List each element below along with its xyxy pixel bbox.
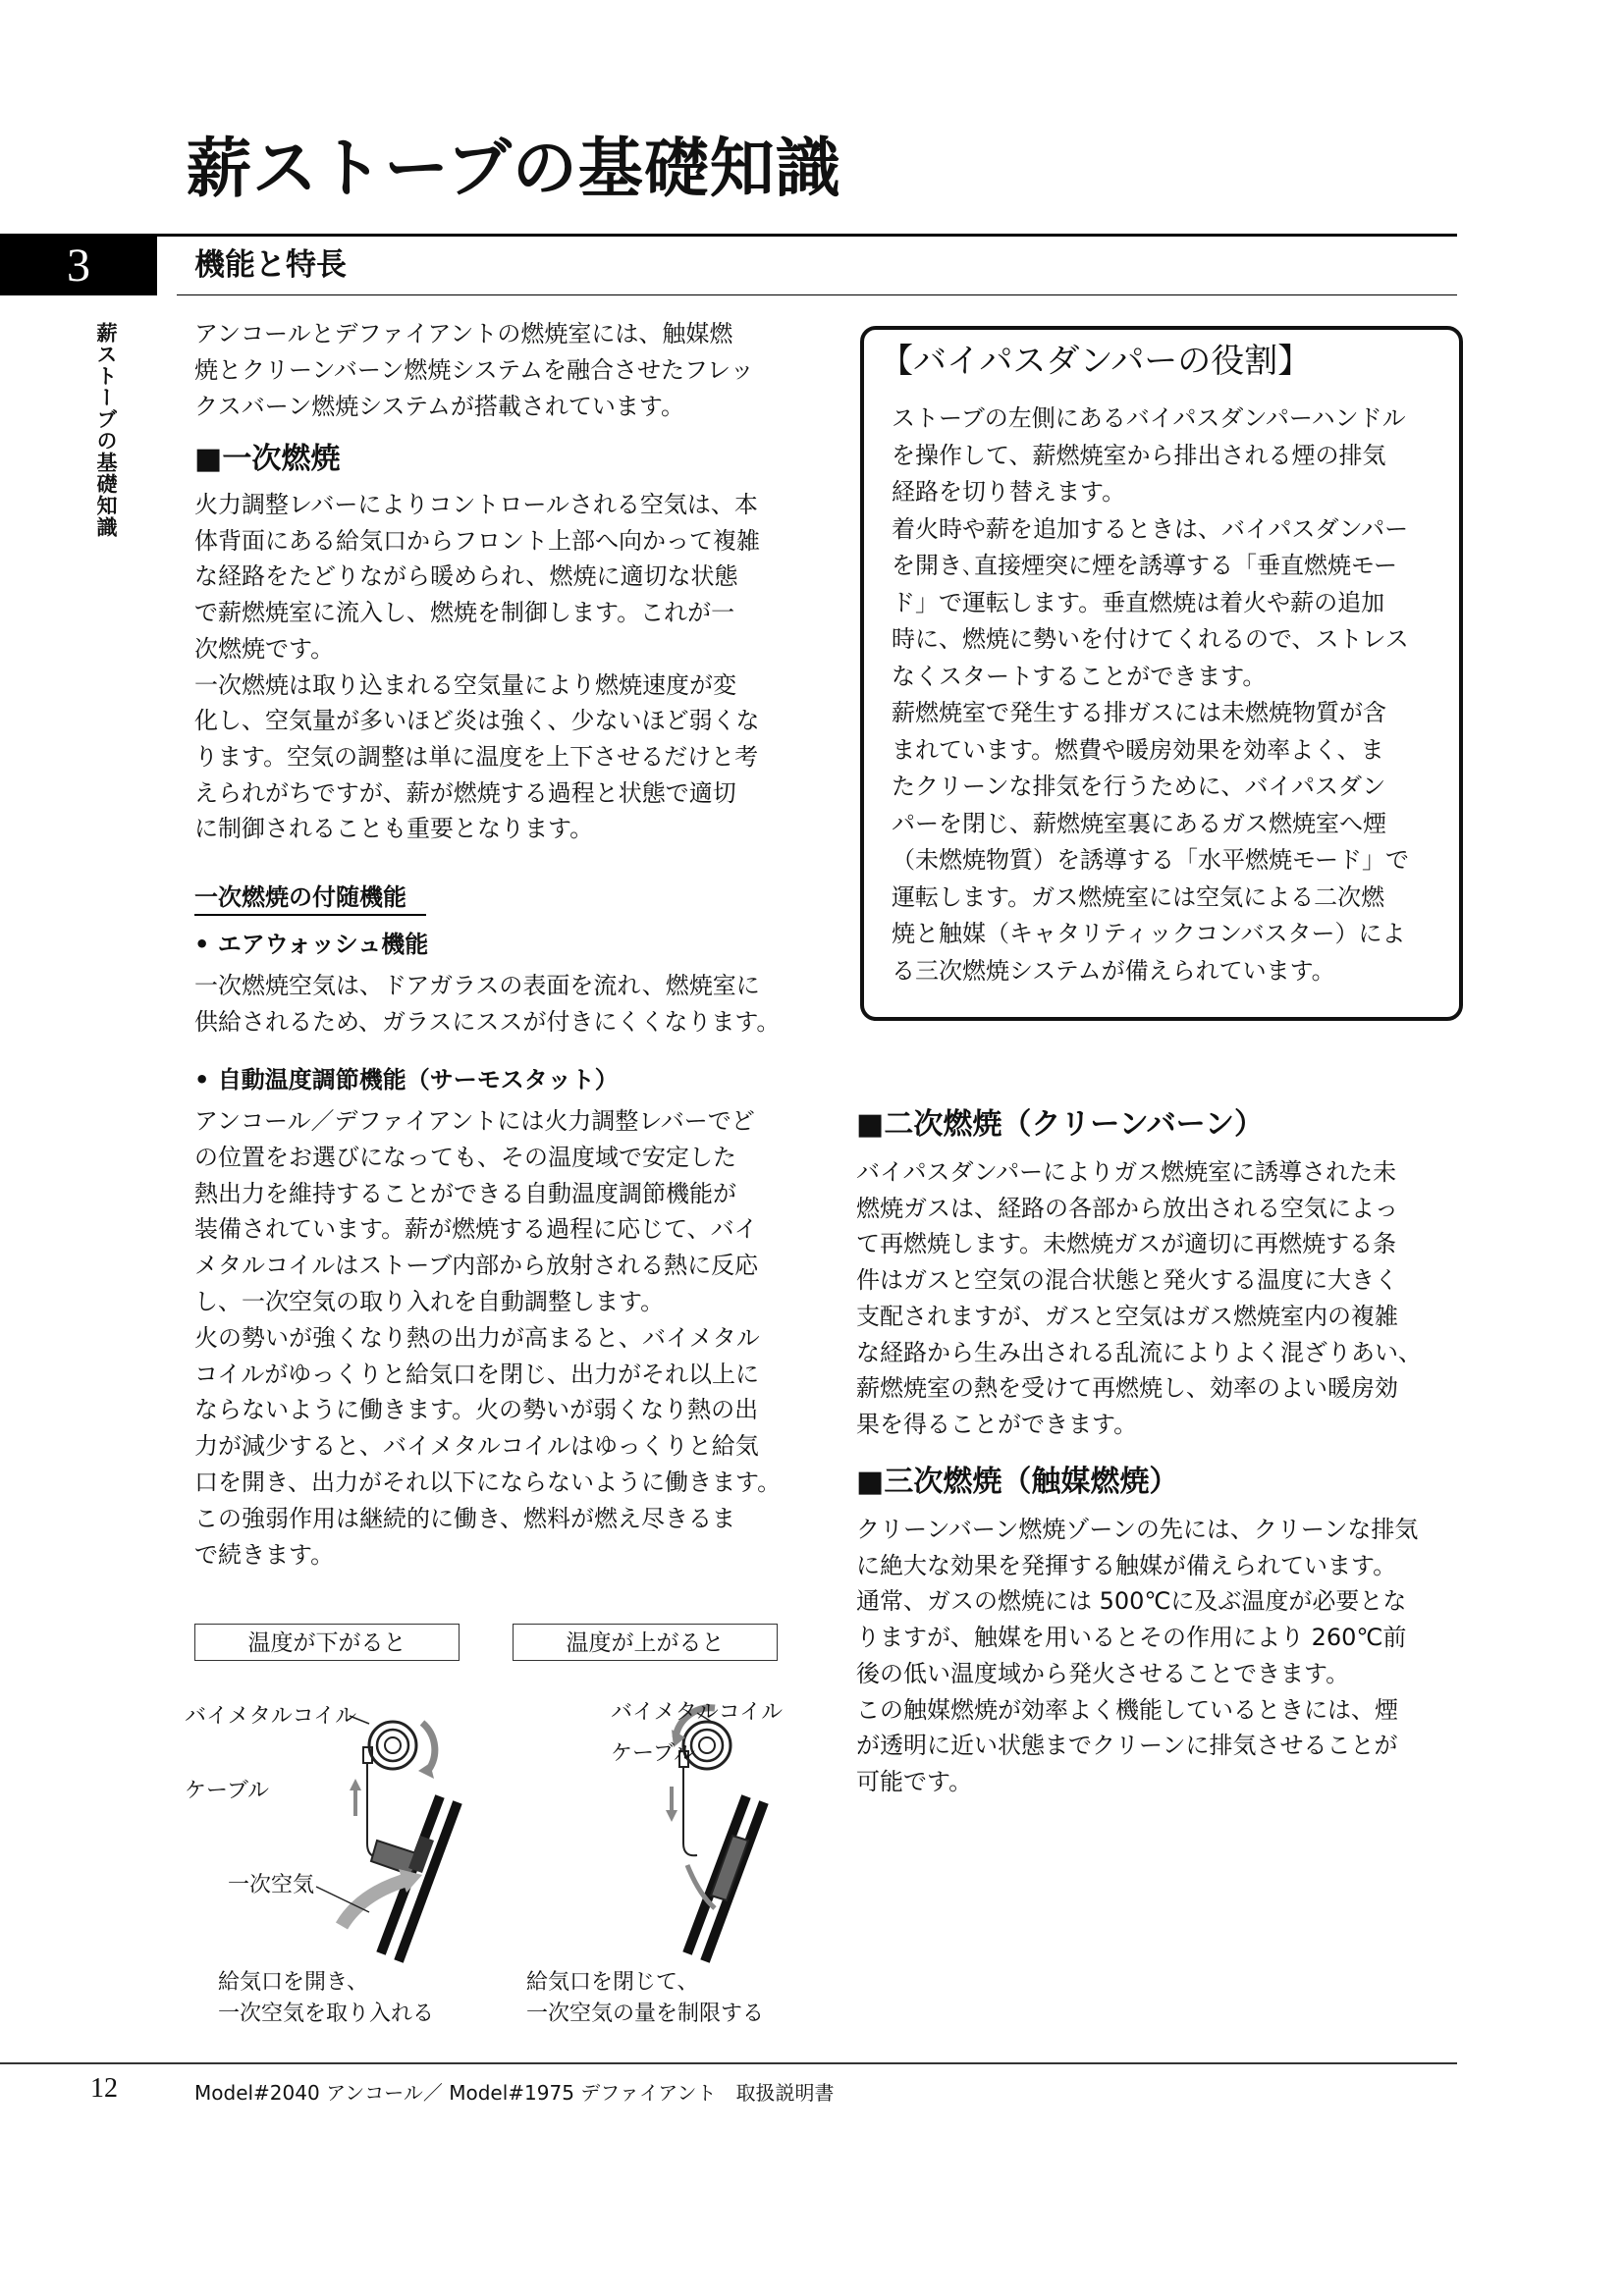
sub-section xyxy=(194,880,793,916)
thermo-body: アンコール／デファイアントには火力調整レバーでど の位置をお選びになっても、その温度域で安定した 熱出力を維持することができる自動温度調節機能が 装備されています。薪が燃焼する過程に応じて、バイ メタルコイルはストーブ内部から放射される熱に反応 し、一次空気の取り入れを自動調整します。 火の勢いが強くなり熱の出力が高まると、バイメタル コイルがゆっくりと給気口を閉じ、出力がそれ以上に ならないように働きます。火の勢いが弱くなり熱の出 力が減少すると、バイメタルコイルはゆっくりと給気 口を開き、出力がそれ以下にならないように働きます。 この強弱作用は継続的に働き、燃料が燃え尽きるま で続きます。 xyxy=(194,1107,782,1569)
page-number: 12 xyxy=(90,2073,118,2104)
label-cable-left: ケーブル xyxy=(185,1779,270,1803)
footer-rule xyxy=(0,2062,1457,2064)
caption-left: 給気口を開き、 一次空気を取り入れる xyxy=(218,1970,435,2026)
sub-heading: 一次燃焼の付随機能 xyxy=(194,881,426,916)
section-title: 機能と特長 xyxy=(194,247,347,283)
thermo-section xyxy=(194,1062,793,1097)
caption-right: 給気口を閉じて、 一次空気の量を制限する xyxy=(526,1970,765,2026)
left-column xyxy=(194,316,793,425)
tertiary-section xyxy=(856,1463,1457,1502)
secondary-section xyxy=(856,1105,1457,1145)
thermo-heading: • 自動温度調節機能（サーモスタット） xyxy=(194,1066,619,1094)
airwash-section: • エアウォッシュ機能 一次燃焼空気は、ドアガラスの表面を流れ、燃焼室に 供給されるため、ガラスにススが付きにくくなります。 xyxy=(194,927,793,1041)
airwash-heading: • エアウォッシュ機能 xyxy=(194,931,429,958)
header-rule xyxy=(0,234,1457,237)
label-air-left: 一次空気 xyxy=(228,1873,315,1897)
footer-text: Model#2040 アンコール／ Model#1975 デファイアント 取扱説明書 xyxy=(194,2081,835,2105)
primary-heading: ■一次燃焼 xyxy=(194,442,341,476)
bypass-title: 【バイパスダンパーの役割】 xyxy=(880,342,1312,381)
secondary-body: バイパスダンパーによりガス燃焼室に誘導された未 燃焼ガスは、経路の各部から放出される空気によっ て再燃焼します。未燃焼ガスが適切に再燃焼する条 件はガスと空気の混合状態と発火する温度に大きく 支配されますが、ガスと空気はガス燃焼室内の複雑 な経路から生み出される乱流によりよく混ざりあい、 薪燃焼室の熱を受けて再燃焼し、効率のよい暖房効 果を得ることができます。 xyxy=(856,1158,1422,1438)
page-title: 薪ストーブの基礎知識 xyxy=(187,130,841,206)
label-temp-down: 温度が下がると xyxy=(194,1624,460,1661)
left-mechanism xyxy=(342,1722,458,1961)
section-rule xyxy=(177,294,1457,295)
secondary-heading: ■二次燃焼（クリーンバーン） xyxy=(856,1107,1265,1142)
label-coil-right: バイメタルコイル xyxy=(611,1700,784,1725)
label-cable-right: ケーブル xyxy=(611,1741,696,1766)
bypass-body: ストーブの左側にあるバイパスダンパーハンドル を操作して、薪燃焼室から排出される煙の排気 経路を切り替えます。 着火時や薪を追加するときは、バイパスダンパー を開き､直接煙突に煙を誘導する「垂直燃焼モー ド」で運転します。垂直燃焼は着火や薪の追加 時に、燃焼に勢いを付けてくれるので、ストレス なくスタートすることができます。 薪燃焼室で発生する排ガスには未燃焼物質が含 まれています。燃費や暖房効果を効率よく、ま たクリーンな排気を行うために、バイパスダン パーを閉じ、薪燃焼室裏にあるガス燃焼室へ煙 （未燃焼物質）を誘導する「水平燃焼モード」で 運転します。ガス燃焼室には空気による二次燃 焼と触媒（キャタリティックコンバスター）によ る三次燃焼システムが備えられています。 xyxy=(892,404,1410,985)
intro-text: アンコールとデファイアントの燃焼室には、触媒燃 焼とクリーンバーン燃焼システムを融合させたフレッ クスバーン燃焼システムが搭載されています。 xyxy=(194,320,754,420)
side-label: 薪ストーブの基礎知識 xyxy=(94,322,119,538)
primary-section xyxy=(194,440,793,479)
label-coil-left: バイメタルコイル xyxy=(185,1704,357,1729)
section-number: 3 xyxy=(67,240,90,292)
tertiary-heading: ■三次燃焼（触媒燃焼） xyxy=(856,1465,1179,1499)
label-temp-up: 温度が上がると xyxy=(513,1624,778,1661)
tertiary-body: クリーンバーン燃焼ゾーンの先には、クリーンな排気 に絶大な効果を発揮する触媒が備えられています。 通常、ガスの燃焼には 500℃に及ぶ温度が必要とな りますが、触媒を用いるとその作用により 260℃前 後の低い温度域から発火させることできます。 この触媒燃焼が効率よく機能しているときには、煙 が透明に近い状態までクリーンに排気させることが 可能です。 xyxy=(856,1516,1419,1795)
primary-body: 火力調整レバーによりコントロールされる空気は、本 体背面にある給気口からフロント上部へ向かって複雑 な経路をたどりながら暖められ、燃焼に適切な状態 で薪燃焼室に流入し、燃焼を制御します。これが一 次燃焼です。 一次燃焼は取り込まれる空気量により燃焼速度が変 化し、空気量が多いほど炎は強く、少ないほど弱くな ります。空気の調整は単に温度を上下させるだけと考 えられがちですが、薪が燃焼する過程と状態で適切 に制御されることも重要となります。 xyxy=(194,491,760,843)
